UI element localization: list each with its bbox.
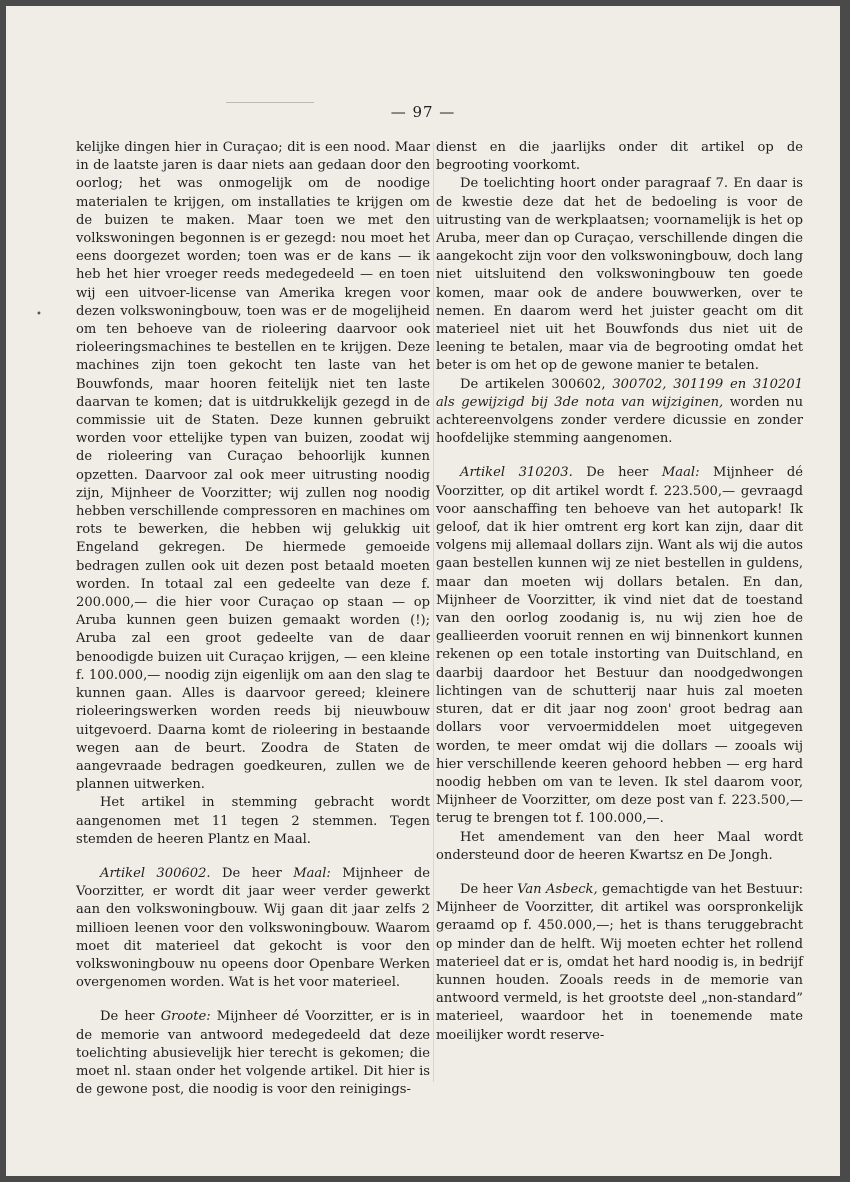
paragraph: De heer Groote: Mijnheer dé Voorzitter, er is in de memorie van antwoord medegedeeld dat deze toelichting abusievelijk hier terecht is gekomen; die moet nl. staan onder het volgende artikel. Dit hier is de gewone post, die noodig is voor den reinigings- — [76, 1009, 430, 1098]
document-page — [6, 6, 840, 1176]
paragraph: Artikel 310203. De heer Maal: Mijnheer dé Voorzitter, op dit artikel wordt f. 223.500,— gevraagd voor aanschaffing ten behoeve van het autopark! Ik geloof, dat ik hier omtrent erg kort kan zijn, daar dit volgens mij allemaal dollars zijn. Want als wij die autos gaan bestellen kunnen wij ze niet bestellen in guldens, maar dan moeten wij dollars betalen. En dan, Mijnheer de Voorzitter, ik vind niet dat de toestand van den oorlog zoodanig is, nu wij zien hoe de geallieerden vooruit rennen en wij binnenkort kunnen rekenen op een totale instorting van Duitschland, en daarbij daardoor het Bestuur dan noodgedwongen lichtingen van de schutterij naar huis zal moeten sturen, dat er dit jaar nog zoon' groot bedrag aan dollars voor vervoermiddelen moet uitgegeven worden, te meer omdat wij die dollars — zooals wij hier verschillende keeren gehoord hebben — erg hard noodig hebben om van te leven. Ik stel daarom voor, Mijnheer de Voorzitter, om deze post van f. 223.500,— terug te brengen tot f. 100.000,—. — [436, 465, 804, 827]
article-list: 300702, 301199 en 310201 als gewijzigd bij 3de nota van wijziginen, — [436, 376, 803, 410]
paragraph: De artikelen 300602, 300702, 301199 en 310201 als gewijzigd bij 3de nota van wijziginen, worden nu achtereenvolgens zonder verdere dicussie en zonder hoofdelijke stemming aangenomen. — [436, 376, 803, 447]
speaker-name: Maal: — [293, 865, 331, 881]
paragraph: De toelichting hoort onder paragraaf 7. En daar is de kwestie deze dat het de bedoeling is voor de uitrusting van de werkplaatsen; voornamelijk is het op Aruba, meer dan op Curaçao, verschillende dingen die aangekocht zijn voor den volkswoningbouw, doch lang niet uitsluitend den volkswoningbouw ten goede komen, maar ook de andere bouwwerken, over te nemen. En daarom werd het juister geacht om dit materieel niet uit het Bouwfonds dus niet uit de leening te betalen, maar via de begrooting omdat het beter is om het op de gewone manier te betalen. — [436, 176, 803, 374]
margin-dot-mark: • — [36, 309, 42, 320]
speaker-name: Groote: — [160, 1009, 211, 1025]
paragraph: kelijke dingen hier in Curaçao; dit is een nood. Maar in de laatste jaren is daar niets aan gedaan door den oorlog; het was onmogelijk om de noodige materialen te krijgen, om installaties te krijgen om de buizen te maken. Maar toen we met den volkswoningen begonnen is er gezegd: nou moet het eens doorgezet worden; toen was er de kans — ik heb het hier vroeger reeds medegedeeld — en toen wij een uitvoer-license van Amerika kregen voor dezen volkswoningbouw, toen was er de mogelijheid om ten behoeve van de rioleering daarvoor ook rioleeringsmachines te bestellen en te krijgen. Deze machines zijn toen gekocht ten laste van het Bouwfonds, maar hooren feitelijk niet ten laste daarvan te komen; dat is uitdrukkelijk gezegd in de commissie uit de Staten. Deze kunnen gebruikt worden voor ettelijke typen van buizen, zoodat wij de rioleering van Curaçao behoorlijk kunnen opzetten. Daarvoor zal ook meer uitrusting noodig zijn, Mijnheer de Voorzitter; wij zullen nog noodig hebben verschillende compressoren en machines om rots te bewerken, die hebben wij gelukkig uit Engeland gekregen. De hiermede gemoeide bedragen zullen ook uit dezen post betaald moeten worden. In totaal zal een gedeelte van deze f. 200.000,— die hier voor Curaçao op staan — op Aruba kunnen geen buizen gemaakt worden (!); Aruba zal een groot gedeelte van de daar benoodigde buizen uit Curaçao krijgen, — een kleine f. 100.000,— noodig zijn eigenlijk om aan den slag te kunnen gaan. Alles is daarvoor gereed; kleinere rioleeringswerken worden reeds bij nieuwbouw uitgevoerd. Daarna komt de rioleering in bestaande wegen aan de beurt. Zoodra de Staten de aangevraade bedragen goedkeuren, zullen we de plannen uitwerken. — [76, 140, 430, 793]
paragraph: Het amendement van den heer Maal wordt ondersteund door de heeren Kwartsz en De Jongh. — [436, 829, 803, 863]
left-column — [76, 139, 430, 1099]
speaker-name: Maal: — [661, 465, 700, 481]
right-column — [436, 139, 803, 1045]
paragraph: De heer Van Asbeck, gemachtigde van het Bestuur: Mijnheer de Voorzitter, dit artikel was oorspronkelijk geraamd op f. 450.000,—; het is thans teruggebracht op minder dan de helft. Wij moeten echter het rollend materieel dat er is, omdat het hard noodig is, in bedrijf kunnen houden. Zooals reeds in de memorie van antwoord vermeld, is het grootste deel „non-standard” materieel, waardoor het in toenemende mate moeilijker wordt reserve- — [436, 881, 804, 1043]
speaker-name: Van Asbeck, — [517, 881, 598, 897]
article-heading: Artikel 310203. — [460, 465, 573, 481]
column-divider — [433, 142, 434, 1082]
article-heading: Artikel 300602. — [100, 865, 211, 881]
paragraph: Artikel 300602. De heer Maal: Mijnheer de Voorzitter, er wordt dit jaar weer verder gewerkt aan den volkswoningbouw. Wij gaan dit jaar zelfs 2 millioen leenen voor den volkswoningbouw. Waarom moet dit materieel dat gekocht is voor den volkswoningbouw nu opeens door Openbare Werken overgenomen worden. Wat is het voor materieel. — [76, 865, 430, 991]
paragraph: dienst en die jaarlijks onder dit artikel op de begrooting voorkomt. — [436, 140, 803, 174]
paragraph: Het artikel in stemming gebracht wordt aangenomen met 11 tegen 2 stemmen. Tegen stemden de heeren Plantz en Maal. — [76, 795, 430, 847]
page-number: — 97 — — [390, 103, 456, 121]
